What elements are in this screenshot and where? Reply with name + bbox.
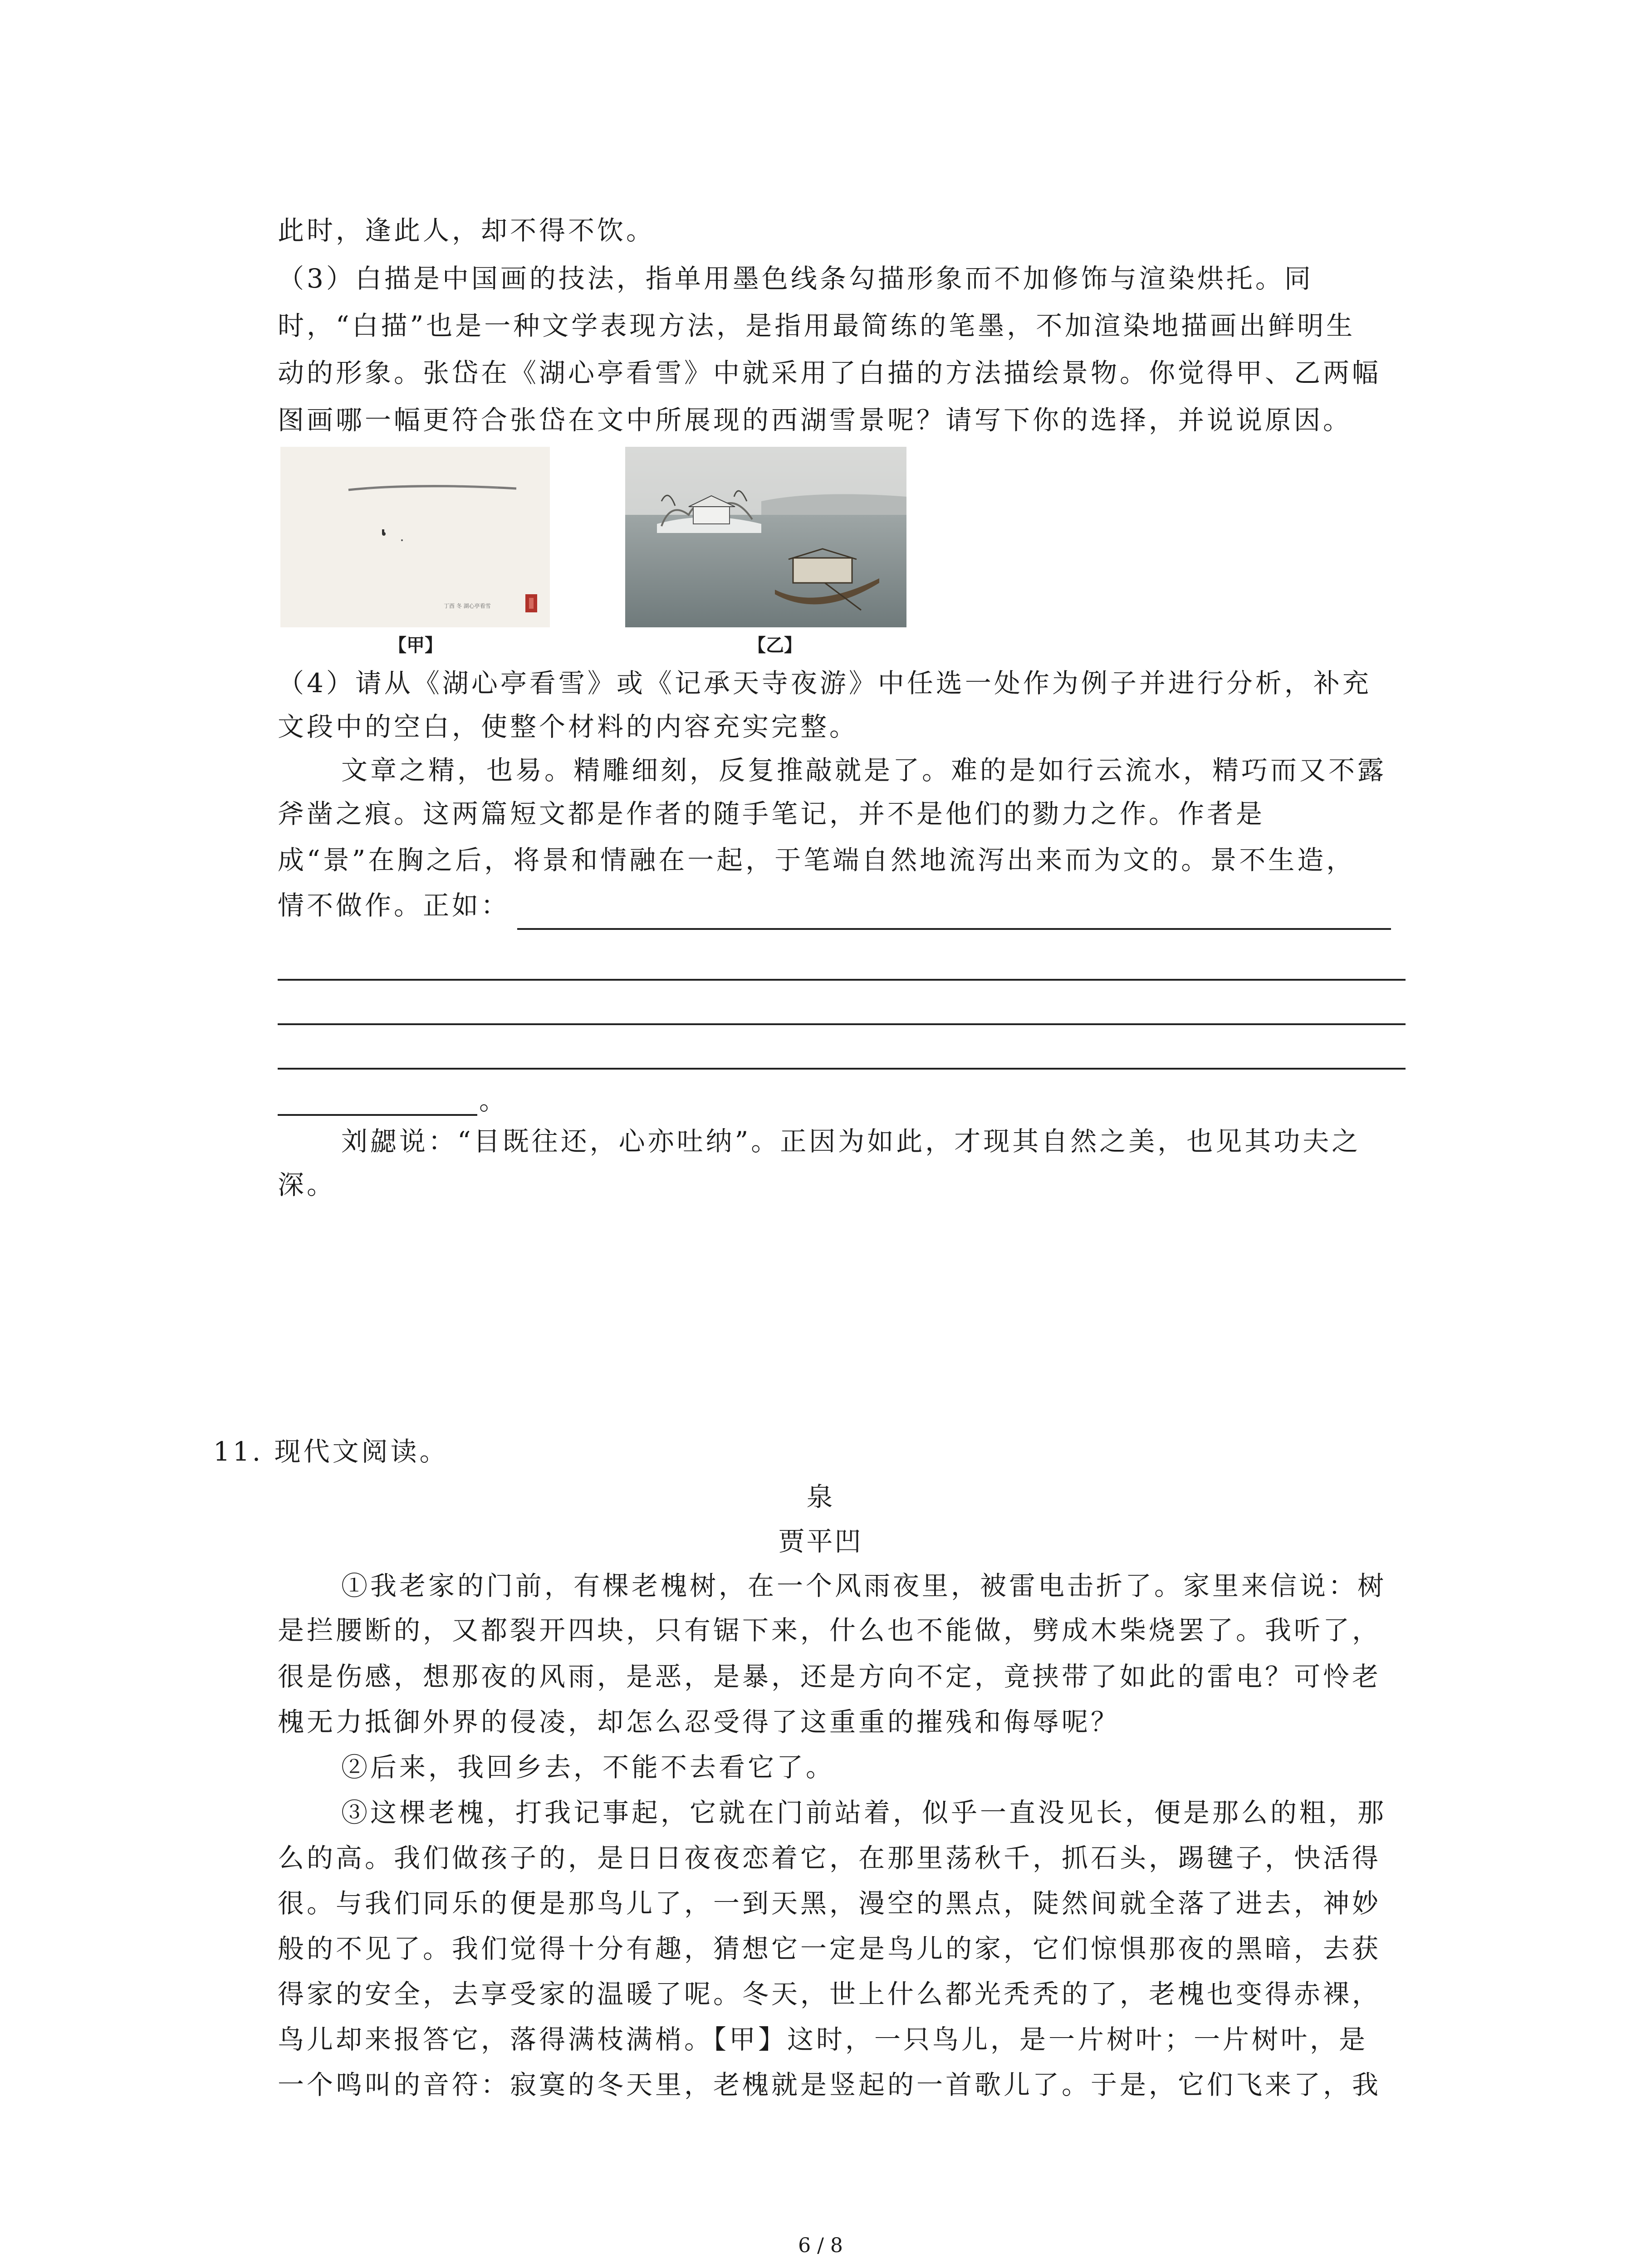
article-paragraph-line: 很是伤感，想那夜的风雨，是恶，是暴，还是方向不定，竟挟带了如此的雷电？可怜老 bbox=[278, 1661, 1381, 1692]
figure-caption-jia: 【甲】 bbox=[388, 635, 443, 656]
svg-text:丁酉 冬 湖心亭看雪: 丁酉 冬 湖心亭看雪 bbox=[444, 603, 491, 609]
closing-line: 深。 bbox=[278, 1169, 336, 1200]
article-paragraph-line: 么的高。我们做孩子的，是日日夜夜恋着它，在那里荡秋千，抓石头，踢毽子，快活得 bbox=[278, 1843, 1381, 1873]
passage-line: 斧凿之痕。这两篇短文都是作者的随手笔记，并不是他们的勠力之作。作者是 bbox=[278, 798, 1265, 829]
article-paragraph-line: 很。与我们同乐的便是那鸟儿了，一到天黑，漫空的黑点，陡然间就全落了进去，神妙 bbox=[278, 1888, 1381, 1919]
figure-caption-yi: 【乙】 bbox=[748, 635, 802, 656]
article-paragraph-line: 般的不见了。我们觉得十分有趣，猜想它一定是鸟儿的家，它们惊惧那夜的黑暗，去获 bbox=[278, 1933, 1381, 1964]
question-3-line: （3）白描是中国画的技法，指单用墨色线条勾描形象而不加修饰与渲染烘托。同 bbox=[278, 263, 1313, 294]
question-4-line: 文段中的空白，使整个材料的内容充实完整。 bbox=[278, 711, 859, 742]
passage-line: 文章之精，也易。精雕细刻，反复推敲就是了。难的是如行云流水，精巧而又不露 bbox=[341, 755, 1387, 786]
question-3-line: 图画哪一幅更符合张岱在文中所展现的西湖雪景呢？请写下你的选择，并说说原因。 bbox=[278, 405, 1352, 435]
figure-jia-painting bbox=[280, 447, 550, 627]
question-3-line: 动的形象。张岱在《湖心亭看雪》中就采用了白描的方法描绘景物。你觉得甲、乙两幅 bbox=[278, 357, 1381, 388]
answer-blank-line[interactable] bbox=[278, 1114, 477, 1116]
answer-blank-line[interactable] bbox=[278, 1068, 1406, 1070]
blank-end-punctuation: 。 bbox=[479, 1085, 509, 1116]
article-paragraph-line: ③这棵老槐，打我记事起，它就在门前站着，似乎一直没见长，便是那么的粗，那 bbox=[341, 1797, 1387, 1828]
closing-line: 刘勰说：“目既往还，心亦吐纳”。正因为如此，才现其自然之美，也见其功夫之 bbox=[341, 1126, 1361, 1157]
passage-line: 情不做作。正如： bbox=[278, 890, 510, 921]
question-11-heading: 11. 现代文阅读。 bbox=[213, 1436, 449, 1467]
article-title: 泉 bbox=[806, 1481, 835, 1512]
article-paragraph-line: 是拦腰断的，又都裂开四块，只有锯下来，什么也不能做，劈成木柴烧罢了。我听了， bbox=[278, 1615, 1381, 1646]
article-paragraph-line: 一个鸣叫的音符：寂寞的冬天里，老槐就是竖起的一首歌儿了。于是，它们飞来了，我 bbox=[278, 2069, 1381, 2100]
page-number: 6 / 8 bbox=[798, 2234, 843, 2257]
question-4-line: （4）请从《湖心亭看雪》或《记承天寺夜游》中任选一处作为例子并进行分析，补充 bbox=[278, 668, 1372, 699]
article-paragraph-line: 槐无力抵御外界的侵凌，却怎么忍受得了这重重的摧残和侮辱呢？ bbox=[278, 1706, 1120, 1737]
answer-blank-line[interactable] bbox=[278, 1023, 1406, 1025]
answer-blank-line[interactable] bbox=[278, 979, 1406, 981]
article-paragraph-line: ②后来，我回乡去，不能不去看它了。 bbox=[341, 1752, 835, 1783]
article-paragraph-line: ①我老家的门前，有棵老槐树，在一个风雨夜里，被雷电击折了。家里来信说：树 bbox=[341, 1570, 1387, 1601]
text-line: 此时，逢此人，却不得不饮。 bbox=[278, 215, 656, 246]
figure-yi-painting bbox=[625, 447, 906, 627]
question-3-line: 时，“白描”也是一种文学表现方法，是指用最简练的笔墨，不加渲染地描画出鲜明生 bbox=[278, 310, 1356, 341]
article-author: 贾平凹 bbox=[778, 1526, 863, 1557]
article-paragraph-line: 鸟儿却来报答它，落得满枝满梢。【甲】这时，一只鸟儿，是一片树叶；一片树叶，是 bbox=[278, 2024, 1368, 2055]
article-paragraph-line: 得家的安全，去享受家的温暖了呢。冬天，世上什么都光秃秃的了，老槐也变得赤裸， bbox=[278, 1979, 1381, 2009]
passage-line: 成“景”在胸之后，将景和情融在一起，于笔端自然地流泻出来而为文的。景不生造， bbox=[278, 845, 1356, 875]
answer-blank-line[interactable] bbox=[517, 928, 1391, 930]
